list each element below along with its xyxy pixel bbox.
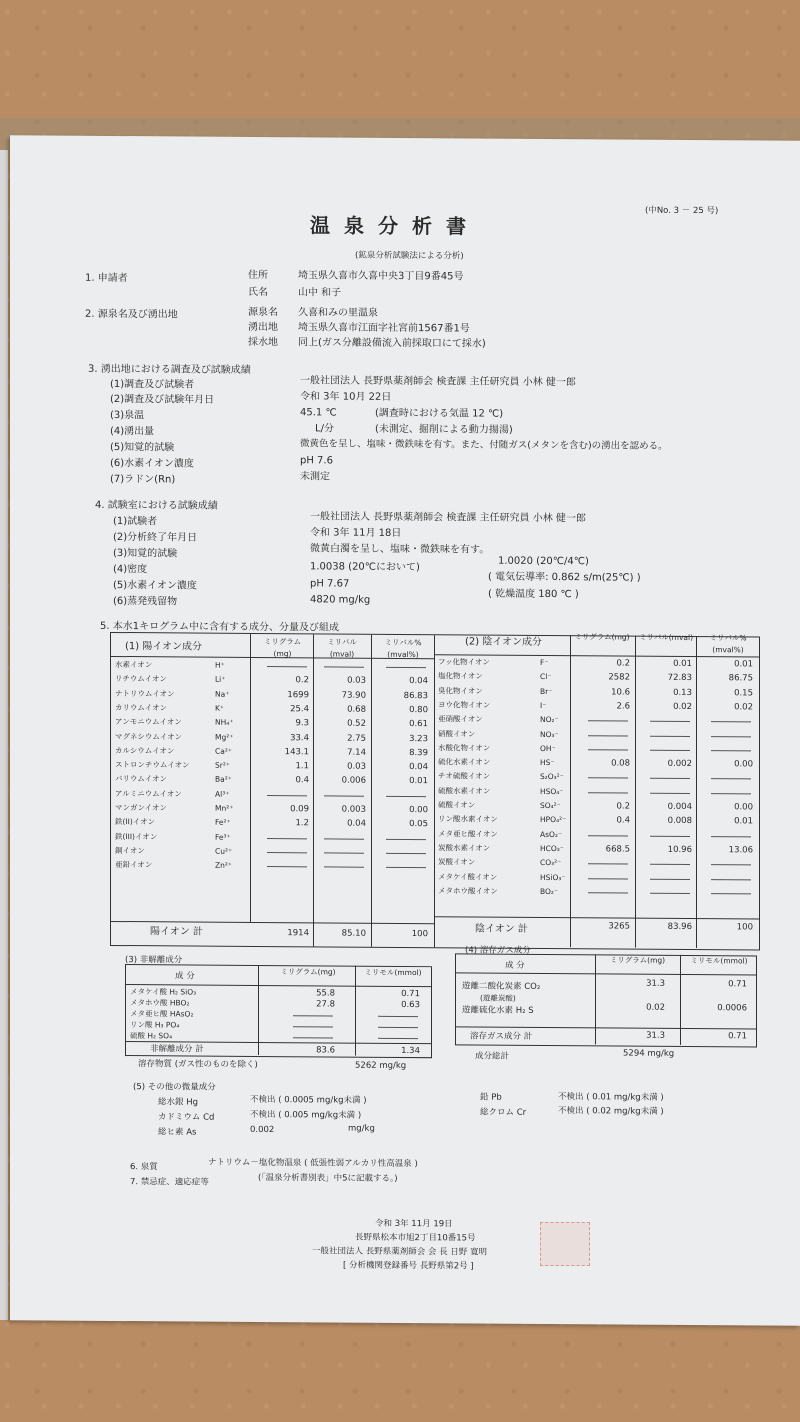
anion-mg: 2.6	[616, 701, 630, 712]
sec2-smp-key: 採水地	[248, 336, 278, 349]
sec4-item4: (4)密度	[113, 563, 148, 576]
cation-name: リチウムイオン	[115, 674, 167, 684]
anion-mg: 0.4	[616, 815, 630, 826]
trace-l1: 総水銀 Hg	[158, 1097, 198, 1108]
anion-pct: 0.01	[734, 816, 753, 827]
anion-total-mval: 83.96	[667, 921, 692, 933]
anion-pct: 0.00	[734, 759, 753, 770]
cation-name: カルシウムイオン	[115, 745, 175, 756]
cation-pct: 3.23	[409, 733, 428, 744]
cation-formula: Ba²⁺	[215, 775, 232, 785]
anion-mg: 668.5	[605, 844, 630, 855]
anion-name: 水酸化物イオン	[438, 743, 491, 753]
cation-total-mg: 1914	[287, 928, 309, 939]
gas-total-mmol: 0.71	[728, 1031, 747, 1042]
cation-name: マンガンイオン	[115, 802, 167, 813]
cation-formula: K⁺	[215, 703, 224, 713]
sec3-val3: 45.1 ℃	[300, 407, 337, 419]
nondis-total-label: 非解離成分 計	[150, 1044, 204, 1055]
cation-total-pct: 100	[411, 929, 428, 940]
footer-org: 一般社団法人 長野県薬剤師会 会 長 日野 寛明	[312, 1246, 488, 1258]
anion-pct: 0.00	[734, 802, 753, 813]
gas-total-mg: 31.3	[646, 1030, 665, 1041]
sec3-item4: (4)湧出量	[110, 425, 155, 438]
doc-number: (中No. 3 － 25 号)	[645, 205, 719, 217]
gas-title: (4) 溶存ガス成分	[465, 945, 531, 956]
nondis-total-mg: 83.6	[316, 1045, 335, 1056]
page-title: 温泉分析書	[310, 213, 480, 239]
cation-name: アンモニウムイオン	[115, 717, 182, 727]
nondis-name: メタ亜ヒ酸 HAsO₂	[130, 1009, 194, 1019]
anion-name: 硫化水素イオン	[438, 757, 491, 767]
sec2-loc: 埼玉県久喜市江面字社宮前1567番1号	[298, 322, 470, 335]
anion-mg: 0.2	[616, 658, 630, 669]
nondis-title: (3) 非解離成分	[125, 955, 183, 966]
anion-formula: HSiO₃⁻	[540, 872, 566, 882]
cation-pct: 0.04	[409, 676, 428, 687]
sec4-val2: 令和 3年 11月 18日	[310, 527, 402, 539]
nondis-name: メタケイ酸 H₂ SiO₃	[130, 987, 197, 997]
gas-row1-name: 遊離二酸化炭素 CO₂	[462, 981, 541, 992]
anion-name: 硫酸イオン	[438, 800, 476, 810]
anion-name: リン酸水素イオン	[438, 814, 498, 824]
anion-formula: NO₂⁻	[540, 715, 559, 725]
adjacent-paper-edge	[0, 150, 8, 1320]
anion-total-pct: 100	[736, 922, 753, 933]
anion-name: フッ化物イオン	[438, 657, 490, 667]
gas-row1-mmol: 0.71	[728, 979, 747, 990]
cation-pct: 86.83	[403, 690, 428, 701]
sec2-loc-key: 湧出地	[248, 321, 278, 334]
cation-formula: Cu²⁺	[215, 846, 232, 856]
sec4-item6: (6)蒸発残留物	[113, 595, 178, 608]
sec4-item3: (3)知覚的試験	[113, 547, 178, 560]
dissolved-label: 溶存物質 (ガス性のものを除く)	[138, 1059, 258, 1070]
anion-formula: AsO₂⁻	[540, 829, 562, 839]
sec4-val3: 微黄白濁を呈し、塩味・微鉄味を有す。	[310, 543, 490, 556]
anion-name: メタホウ酸イオン	[438, 886, 498, 896]
anion-pct: 13.06	[728, 845, 753, 856]
sec3-item1: (1)調査及び試験者	[110, 378, 195, 391]
cation-mg: 0.4	[295, 775, 309, 786]
cation-name: カリウムイオン	[115, 702, 168, 713]
anion-pct: 86.75	[728, 673, 753, 684]
cation-formula: Mg²⁺	[215, 732, 234, 742]
nondis-mg: 27.8	[316, 999, 335, 1010]
cation-total-label: 陽イオン 計	[150, 926, 203, 938]
sec2-label: 2. 源泉名及び湧出地	[85, 308, 178, 321]
cation-pct: 8.39	[409, 747, 428, 758]
anion-formula: HSO₄⁻	[540, 786, 564, 796]
analysis-sheet	[10, 135, 800, 1326]
cation-h-mval: ミリバル(mval)	[327, 637, 357, 659]
cation-mg: 1699	[287, 689, 309, 700]
sec4-item2: (2)分析終了年月日	[113, 531, 198, 544]
sec1-addr-key: 住所	[248, 269, 268, 282]
sec3-val6: pH 7.6	[300, 455, 333, 467]
anion-pct: 0.15	[734, 687, 753, 699]
anion-mval: 0.02	[673, 701, 692, 712]
cation-mg: 1.2	[295, 818, 309, 829]
anion-mval: 0.002	[667, 758, 692, 770]
sec4-item1: (1)試験者	[113, 515, 158, 528]
trace-l3: 総ヒ素 As	[158, 1127, 197, 1138]
nondis-name: リン酸 H₃ PO₄	[130, 1020, 180, 1030]
anion-h-mg: ミリグラム(mg)	[574, 632, 630, 642]
sec6-label: 6. 泉質	[130, 1162, 158, 1173]
sec4-label: 4. 試験室における試験成績	[95, 499, 218, 512]
anion-pct: 0.01	[734, 659, 753, 670]
sec4-val6b: ( 乾燥温度 180 ℃ )	[488, 588, 579, 601]
anion-formula: BO₂⁻	[540, 886, 558, 896]
cation-mg: 0.09	[290, 804, 309, 815]
cation-formula: NH₄⁺	[215, 717, 234, 727]
anion-h-mval: ミリバル(mval)	[638, 632, 694, 643]
sec6-value: ナトリウム－塩化物温泉 ( 低張性弱アルカリ性高温泉 )	[208, 1157, 418, 1170]
sec1-label: 1. 申請者	[85, 272, 128, 285]
nondis-h-mg: ミリグラム(mg)	[280, 967, 336, 977]
anion-mval: 72.83	[667, 673, 692, 684]
sec4-val5b: ( 電気伝導率: 0.862 s/m(25℃) )	[488, 571, 641, 584]
cation-pct: 0.80	[409, 704, 428, 716]
sec3-item5: (5)知覚的試験	[110, 441, 175, 454]
cation-pct: 0.00	[409, 805, 428, 816]
anion-name: 亜硝酸イオン	[438, 714, 483, 724]
nondis-total-mmol: 1.34	[401, 1045, 420, 1057]
nondis-h-mmol: ミリモル(mmol)	[364, 967, 422, 978]
anion-mg: 10.6	[611, 687, 630, 698]
anion-mval: 0.008	[667, 816, 692, 827]
sec3-val5: 微黄色を呈し、塩味・微鉄味を有す。また、付随ガス(メタンを含む)の湧出を認める。	[300, 438, 668, 452]
anion-mg: 2582	[608, 672, 630, 683]
trace-r1v: 不検出 ( 0.01 mg/kg未満 )	[558, 1092, 664, 1103]
cation-formula: Mn²⁺	[215, 803, 234, 813]
cation-pct: 0.04	[409, 762, 428, 773]
trace-l1v: 不検出 ( 0.0005 mg/kg未満 )	[250, 1094, 367, 1106]
gas-h-comp: 成 分	[505, 960, 525, 971]
page-subtitle: (鉱泉分析試験法による分析)	[355, 250, 464, 262]
footer-reg: [ 分析機関登録番号 長野県第2号 ]	[343, 1260, 474, 1272]
sum-value: 5294 mg/kg	[623, 1048, 675, 1059]
trace-r1: 鉛 Pb	[480, 1092, 502, 1103]
gas-h-mmol: ミリモル(mmol)	[690, 955, 748, 966]
trace-title: (5) その他の微量成分	[133, 1082, 216, 1093]
anion-formula: CO₃²⁻	[540, 858, 562, 868]
cation-formula: H⁺	[215, 660, 225, 670]
cation-mval: 0.03	[347, 675, 366, 687]
cation-formula: Fe³⁺	[215, 832, 231, 842]
sec3-val3b: (調査時における気温 12 ℃)	[375, 407, 504, 420]
gas-row2-name: 遊離硫化水素 H₂ S	[462, 1005, 534, 1016]
sec2-src: 久喜和みの里温泉	[298, 307, 378, 319]
dissolved-value: 5262 mg/kg	[355, 1060, 407, 1072]
cation-name: アルミニウムイオン	[115, 788, 182, 799]
sec7-value: (「温泉分析書別表」中5に記載する。)	[258, 1172, 398, 1184]
cation-mval: 0.04	[347, 818, 366, 830]
sec4-val5: pH 7.67	[310, 578, 350, 590]
cation-formula: Al³⁺	[215, 789, 230, 799]
cation-mg: 0.2	[295, 675, 309, 686]
sec3-val7: 未測定	[300, 471, 330, 483]
cation-h-mg: ミリグラム(mg)	[263, 637, 302, 659]
gas-row1-sub: (遊離炭酸)	[480, 993, 516, 1003]
anion-mval: 0.13	[673, 687, 692, 698]
sec3-val1: 一般社団法人 長野県薬剤師会 検査課 主任研究員 小林 健一郎	[300, 375, 576, 389]
anion-formula: OH⁻	[540, 743, 556, 753]
cation-mval: 7.14	[347, 747, 366, 758]
nondis-name: メタホウ酸 HBO₂	[130, 998, 190, 1008]
nondis-mmol: 0.63	[401, 999, 420, 1011]
nondis-mg: 55.8	[316, 988, 335, 999]
sec5-label: 5. 本水1キログラム中に含有する成分、分量及び組成	[100, 620, 339, 634]
anion-formula: HS⁻	[540, 758, 555, 768]
anion-mval: 0.01	[673, 658, 692, 670]
cation-pct: 0.61	[409, 719, 428, 730]
trace-l2v: 不検出 ( 0.005 mg/kg未満 )	[250, 1109, 362, 1121]
cation-mg: 33.4	[290, 732, 309, 743]
anion-formula: S₂O₃²⁻	[540, 772, 564, 782]
gas-h-mg: ミリグラム(mg)	[609, 955, 666, 965]
sec3-val4: L/分	[315, 423, 334, 435]
sec4-val4: 1.0038 (20℃において)	[310, 561, 420, 574]
sec1-name-key: 氏名	[248, 286, 268, 299]
sec4-val4b: 1.0020 (20℃/4℃)	[498, 555, 589, 568]
anion-name: 塩化物イオン	[438, 671, 483, 681]
cation-mg: 25.4	[290, 704, 309, 715]
anion-mg: 0.2	[616, 801, 630, 812]
anion-pct: 0.02	[734, 702, 753, 713]
sum-label: 成分総計	[475, 1051, 510, 1062]
anion-h-pct: ミリバル%(mval%)	[709, 633, 747, 655]
cation-name: 亜鉛イオン	[115, 860, 153, 870]
anion-title: (2) 陰イオン成分	[465, 636, 543, 648]
gas-total-label: 溶存ガス成分 計	[470, 1031, 533, 1042]
cation-formula: Fe²⁺	[215, 817, 231, 828]
anion-formula: SO₄²⁻	[540, 800, 561, 811]
cation-name: バリウムイオン	[115, 774, 168, 784]
nondis-name: 硫酸 H₂ SO₄	[130, 1031, 173, 1041]
anion-name: メタケイ酸イオン	[438, 871, 498, 882]
anion-name: ヨウ化物イオン	[438, 700, 491, 710]
anion-formula: Br⁻	[540, 686, 553, 696]
sec3-item2: (2)調査及び試験年月日	[110, 393, 215, 406]
anion-total-mg: 3265	[608, 921, 630, 932]
sec4-val6: 4820 mg/kg	[310, 594, 371, 606]
cation-mval: 0.52	[347, 718, 366, 729]
cation-h-pct: ミリバル%(mval%)	[384, 637, 422, 660]
cation-formula: Zn²⁺	[215, 860, 232, 870]
cation-pct: 0.05	[409, 819, 428, 830]
nondis-h-comp: 成 分	[175, 971, 195, 982]
sec4-item5: (5)水素イオン濃度	[113, 579, 197, 592]
cation-name: 銅イオン	[115, 845, 145, 856]
trace-r2v: 不検出 ( 0.02 mg/kg未満 )	[558, 1106, 664, 1117]
cation-formula: Sr²⁺	[215, 760, 230, 770]
anion-name: 硝酸イオン	[438, 728, 476, 738]
cation-mval: 73.90	[341, 690, 366, 701]
cation-mg: 143.1	[284, 746, 309, 758]
anion-name: 臭化物イオン	[438, 685, 483, 696]
cation-name: ストロンチウムイオン	[115, 760, 190, 770]
anion-formula: HCO₃⁻	[540, 843, 564, 853]
gas-row2-mmol: 0.0006	[717, 1003, 747, 1014]
anion-name: メタ亜ヒ酸イオン	[438, 828, 498, 839]
anion-mval: 0.004	[667, 801, 692, 813]
footer-addr: 長野県松本市旭2丁目10番15号	[355, 1232, 476, 1244]
gas-row1-mg: 31.3	[646, 978, 665, 989]
cation-mg: 9.3	[295, 718, 309, 729]
cation-name: 鉄(II)イオン	[115, 817, 156, 827]
cation-formula: Li⁺	[215, 674, 226, 685]
cation-pct: 0.01	[409, 776, 428, 787]
sec1-addr: 埼玉県久喜市久喜中央3丁目9番45号	[298, 270, 464, 283]
cation-total-mval: 85.10	[341, 928, 366, 939]
anion-name: チオ硫酸イオン	[438, 771, 491, 781]
sec2-src-key: 源泉名	[248, 306, 278, 319]
cation-formula: Ca²⁺	[215, 746, 232, 756]
cation-title: (1) 陽イオン成分	[125, 641, 203, 653]
cation-name: 水素イオン	[115, 659, 153, 670]
sec3-item7: (7)ラドン(Rn)	[110, 473, 176, 486]
trace-l2: カドミウム Cd	[158, 1112, 215, 1123]
anion-total-label: 陰イオン 計	[475, 923, 528, 935]
cation-mval: 2.75	[347, 733, 366, 744]
cation-mval: 0.003	[341, 804, 366, 815]
sec7-label: 7. 禁忌症、適応症等	[130, 1177, 209, 1188]
sec3-val2: 令和 3年 10月 22日	[300, 391, 392, 403]
gas-row2-mg: 0.02	[646, 1002, 665, 1013]
anion-name: 硫酸水素イオン	[438, 785, 491, 796]
cation-mval: 0.006	[341, 775, 366, 787]
cation-mg: 1.1	[295, 761, 309, 772]
trace-l3u: mg/kg	[348, 1123, 375, 1134]
sec3-val4b: (未測定、掘削による動力揚湯)	[375, 423, 513, 436]
sec4-val1: 一般社団法人 長野県薬剤師会 検査課 主任研究員 小林 健一郎	[310, 511, 586, 525]
anion-formula: NO₃⁻	[540, 729, 559, 739]
cation-name: マグネシウムイオン	[115, 731, 182, 741]
cation-name: ナトリウムイオン	[115, 688, 175, 698]
sec2-smp: 同上(ガス分離設備流入前採取口にて採水)	[298, 337, 486, 350]
nondis-mmol: 0.71	[401, 988, 420, 1000]
sec1-name: 山中 和子	[298, 287, 342, 299]
cation-formula: Na⁺	[215, 689, 230, 699]
anion-formula: I⁻	[540, 700, 547, 710]
cation-mval: 0.03	[347, 761, 366, 772]
trace-l3v: 0.002	[250, 1124, 275, 1136]
anion-formula: F⁻	[540, 657, 549, 668]
sec3-item3: (3)泉温	[110, 409, 145, 422]
anion-formula: HPO₄²⁻	[540, 815, 567, 825]
cation-name: 鉄(III)イオン	[115, 831, 158, 841]
anion-mval: 10.96	[667, 844, 692, 855]
sec3-item6: (6)水素イオン濃度	[110, 457, 194, 470]
sec3-label: 3. 湧出地における調査及び試験成績	[88, 363, 251, 376]
anion-name: 炭酸水素イオン	[438, 843, 491, 853]
trace-r2: 総クロム Cr	[480, 1107, 527, 1118]
anion-name: 炭酸イオン	[438, 857, 476, 867]
footer-date: 令和 3年 11月 19日	[375, 1218, 453, 1230]
anion-mg: 0.08	[611, 758, 630, 769]
cation-mval: 0.68	[347, 704, 366, 715]
official-seal-icon	[540, 1222, 590, 1266]
anion-formula: Cl⁻	[540, 672, 552, 682]
